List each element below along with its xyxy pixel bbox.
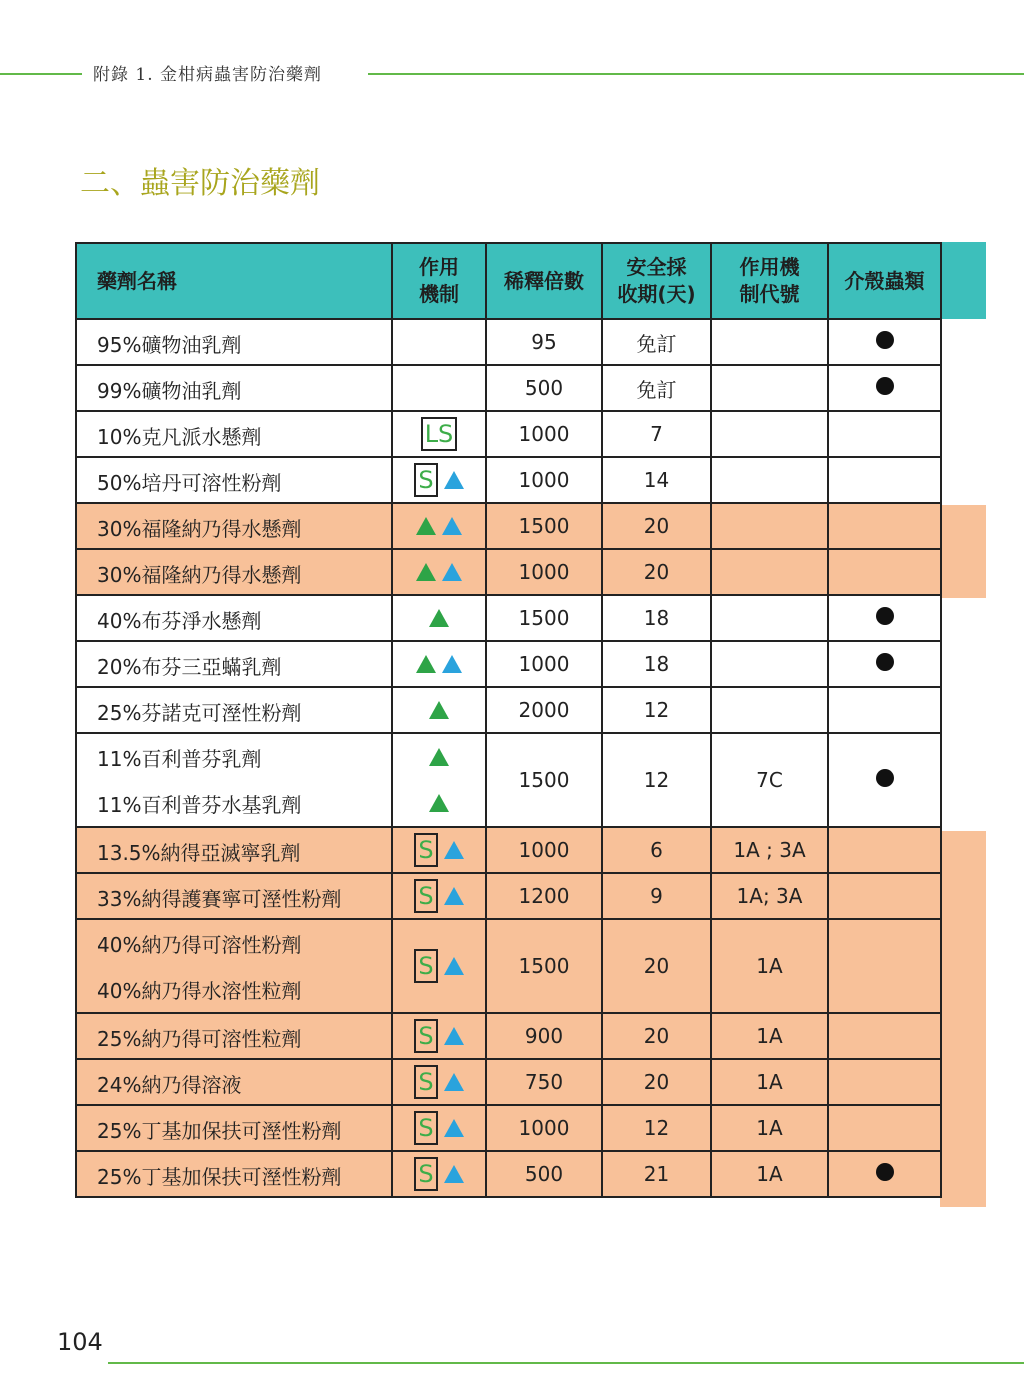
cell-moa-code <box>711 319 828 365</box>
cell-dilution: 750 <box>486 1059 602 1105</box>
pesticide-name: 33%納得護賽寧可溼性粉劑 <box>97 887 342 911</box>
effective-dot-icon <box>876 607 894 625</box>
col-header-scale-insects: 介殼蟲類 <box>828 243 941 319</box>
table-row <box>76 1105 941 1151</box>
pesticide-name: 10%克凡派水懸劑 <box>97 425 262 449</box>
cell-phi: 20 <box>602 503 711 549</box>
cell-dilution: 500 <box>486 1151 602 1197</box>
cell-moa-code: 1A <box>711 919 828 1013</box>
cell-mechanism <box>392 411 486 457</box>
mechanism-symbols <box>393 1065 485 1099</box>
cell-mechanism <box>392 503 486 549</box>
table-row <box>76 1151 941 1197</box>
cell-phi: 7 <box>602 411 711 457</box>
cell-mechanism <box>392 1013 486 1059</box>
mechanism-symbols <box>393 655 485 673</box>
mechanism-symbols <box>393 780 485 826</box>
table-header-row <box>76 243 941 319</box>
table-row <box>76 1013 941 1059</box>
mechanism-symbols <box>393 1111 485 1145</box>
cell-moa-code <box>711 549 828 595</box>
cell-mechanism <box>392 1105 486 1151</box>
blue-triangle-icon <box>444 1027 464 1045</box>
mechanism-symbols <box>393 701 485 719</box>
col-header-mechanism <box>392 243 486 319</box>
cell-mechanism <box>392 919 486 1013</box>
cell-dilution: 2000 <box>486 687 602 733</box>
col-header-phi-text: 安全採 收期(天) <box>617 255 696 306</box>
cell-scale-insects <box>828 1105 941 1151</box>
pesticide-name: 25%芬諾克可溼性粉劑 <box>97 701 302 725</box>
cell-dilution: 900 <box>486 1013 602 1059</box>
green-triangle-icon <box>416 517 436 535</box>
mechanism-badge: S <box>414 833 437 867</box>
cell-moa-code: 1A <box>711 1105 828 1151</box>
cell-mechanism <box>392 595 486 641</box>
cell-name <box>76 733 392 827</box>
cell-name <box>76 549 392 595</box>
green-triangle-icon <box>416 655 436 673</box>
pesticide-name: 40%納乃得可溶性粉劑 <box>97 933 302 957</box>
mechanism-badge: LS <box>421 417 458 451</box>
pesticide-name: 40%布芬淨水懸劑 <box>97 609 262 633</box>
table-row <box>76 1059 941 1105</box>
cell-name <box>76 411 392 457</box>
pesticide-name: 50%培丹可溶性粉劑 <box>97 471 282 495</box>
cell-mechanism <box>392 1059 486 1105</box>
page-number: 104 <box>57 1328 103 1356</box>
cell-name <box>76 365 392 411</box>
effective-dot-icon <box>876 653 894 671</box>
cell-dilution: 1000 <box>486 457 602 503</box>
cell-dilution: 1500 <box>486 919 602 1013</box>
cell-moa-code: 1A ; 3A <box>711 827 828 873</box>
table-row <box>76 641 941 687</box>
cell-moa-code <box>711 687 828 733</box>
cell-scale-insects <box>828 641 941 687</box>
effective-dot-icon <box>876 331 894 349</box>
cell-dilution: 1500 <box>486 595 602 641</box>
cell-mechanism <box>392 319 486 365</box>
cell-mechanism <box>392 1151 486 1197</box>
cell-phi: 18 <box>602 595 711 641</box>
cell-dilution: 1000 <box>486 549 602 595</box>
blue-triangle-icon <box>444 1073 464 1091</box>
col-header-phi <box>602 243 711 319</box>
cell-moa-code: 7C <box>711 733 828 827</box>
table-row <box>76 457 941 503</box>
cell-mechanism <box>392 365 486 411</box>
cell-moa-code <box>711 503 828 549</box>
mechanism-symbols <box>393 879 485 913</box>
effective-dot-icon <box>876 1163 894 1181</box>
mechanism-badge: S <box>414 879 437 913</box>
cell-mechanism <box>392 687 486 733</box>
mechanism-badge: S <box>414 1111 437 1145</box>
insecticide-table <box>75 242 942 1198</box>
cell-dilution: 1500 <box>486 503 602 549</box>
cell-name <box>76 319 392 365</box>
pesticide-name: 20%布芬三亞蟎乳劑 <box>97 655 282 679</box>
table-row <box>76 595 941 641</box>
table-row <box>76 919 941 1013</box>
cell-phi: 21 <box>602 1151 711 1197</box>
cell-phi: 18 <box>602 641 711 687</box>
cell-mechanism <box>392 457 486 503</box>
cell-mechanism <box>392 549 486 595</box>
table-row <box>76 503 941 549</box>
cell-mechanism <box>392 827 486 873</box>
cell-phi: 20 <box>602 1013 711 1059</box>
blue-triangle-icon <box>444 841 464 859</box>
side-strip-teal <box>940 242 986 319</box>
mechanism-badge: S <box>414 1157 437 1191</box>
cell-mechanism <box>392 873 486 919</box>
mechanism-symbols <box>393 417 485 451</box>
cell-name <box>76 641 392 687</box>
cell-moa-code <box>711 595 828 641</box>
cell-scale-insects <box>828 503 941 549</box>
header-rule-right <box>368 73 1024 75</box>
mechanism-symbols <box>393 949 485 983</box>
mechanism-symbols <box>393 517 485 535</box>
pesticide-name: 95%礦物油乳劑 <box>97 333 242 357</box>
cell-phi: 免訂 <box>602 319 711 365</box>
pesticide-name: 11%百利普芬乳劑 <box>97 747 262 771</box>
cell-moa-code <box>711 641 828 687</box>
cell-name <box>76 595 392 641</box>
cell-name <box>76 873 392 919</box>
running-header: 附錄 1. 金柑病蟲害防治藥劑 <box>93 65 323 85</box>
blue-triangle-icon <box>444 887 464 905</box>
side-strip-peach-2 <box>940 831 986 1207</box>
cell-phi: 20 <box>602 919 711 1013</box>
cell-mechanism <box>392 641 486 687</box>
cell-moa-code <box>711 365 828 411</box>
cell-mechanism <box>392 733 486 827</box>
cell-scale-insects <box>828 549 941 595</box>
cell-name <box>76 1059 392 1105</box>
cell-scale-insects <box>828 411 941 457</box>
green-triangle-icon <box>429 609 449 627</box>
cell-dilution: 95 <box>486 319 602 365</box>
cell-name <box>76 1013 392 1059</box>
col-header-mechanism-text: 作用 機制 <box>419 255 459 306</box>
cell-phi: 12 <box>602 687 711 733</box>
cell-scale-insects <box>828 319 941 365</box>
mechanism-symbols <box>393 463 485 497</box>
cell-scale-insects <box>828 1013 941 1059</box>
effective-dot-icon <box>876 769 894 787</box>
cell-phi: 9 <box>602 873 711 919</box>
cell-name <box>76 503 392 549</box>
cell-phi: 6 <box>602 827 711 873</box>
cell-moa-code <box>711 457 828 503</box>
mechanism-symbols <box>393 833 485 867</box>
col-header-dilution: 稀釋倍數 <box>486 243 602 319</box>
section-title: 二、蟲害防治藥劑 <box>80 166 320 201</box>
cell-scale-insects <box>828 827 941 873</box>
green-triangle-icon <box>429 794 449 812</box>
side-strip-peach-1 <box>940 505 986 598</box>
cell-name <box>76 827 392 873</box>
cell-scale-insects <box>828 919 941 1013</box>
mechanism-symbols <box>393 609 485 627</box>
cell-dilution: 1500 <box>486 733 602 827</box>
col-header-moa-code-text: 作用機 制代號 <box>739 255 800 306</box>
table-row <box>76 873 941 919</box>
cell-scale-insects <box>828 687 941 733</box>
table-body <box>76 319 941 1197</box>
table-row <box>76 365 941 411</box>
cell-moa-code: 1A <box>711 1013 828 1059</box>
cell-name <box>76 457 392 503</box>
cell-phi: 20 <box>602 1059 711 1105</box>
cell-dilution: 1000 <box>486 1105 602 1151</box>
table-row <box>76 549 941 595</box>
mechanism-badge: S <box>414 1065 437 1099</box>
cell-name <box>76 919 392 1013</box>
green-triangle-icon <box>416 563 436 581</box>
pesticide-name: 25%納乃得可溶性粒劑 <box>97 1027 302 1051</box>
cell-phi: 免訂 <box>602 365 711 411</box>
cell-name <box>76 1105 392 1151</box>
pesticide-name: 30%福隆納乃得水懸劑 <box>97 563 302 587</box>
effective-dot-icon <box>876 377 894 395</box>
mechanism-symbols <box>393 563 485 581</box>
cell-scale-insects <box>828 1151 941 1197</box>
pesticide-name: 99%礦物油乳劑 <box>97 379 242 403</box>
mechanism-symbols <box>393 734 485 780</box>
pesticide-name: 25%丁基加保扶可溼性粉劑 <box>97 1119 342 1143</box>
cell-scale-insects <box>828 733 941 827</box>
cell-dilution: 1000 <box>486 827 602 873</box>
cell-phi: 12 <box>602 733 711 827</box>
table-row <box>76 687 941 733</box>
cell-moa-code: 1A; 3A <box>711 873 828 919</box>
cell-dilution: 1200 <box>486 873 602 919</box>
cell-scale-insects <box>828 595 941 641</box>
blue-triangle-icon <box>444 1119 464 1137</box>
cell-dilution: 500 <box>486 365 602 411</box>
mechanism-symbols <box>393 1157 485 1191</box>
col-header-name: 藥劑名稱 <box>76 243 392 319</box>
table-row <box>76 319 941 365</box>
green-triangle-icon <box>429 701 449 719</box>
cell-moa-code: 1A <box>711 1151 828 1197</box>
pesticide-name: 13.5%納得亞滅寧乳劑 <box>97 841 301 865</box>
cell-moa-code <box>711 411 828 457</box>
table-row <box>76 733 941 827</box>
cell-scale-insects <box>828 873 941 919</box>
mechanism-badge: S <box>414 1019 437 1053</box>
cell-moa-code: 1A <box>711 1059 828 1105</box>
mechanism-badge: S <box>414 949 437 983</box>
header-rule-left <box>0 73 82 75</box>
col-header-moa-code <box>711 243 828 319</box>
cell-scale-insects <box>828 457 941 503</box>
cell-name <box>76 1151 392 1197</box>
cell-phi: 20 <box>602 549 711 595</box>
pesticide-name: 30%福隆納乃得水懸劑 <box>97 517 302 541</box>
blue-triangle-icon <box>442 563 462 581</box>
cell-phi: 12 <box>602 1105 711 1151</box>
mechanism-badge: S <box>414 463 437 497</box>
mechanism-symbols <box>393 1019 485 1053</box>
cell-dilution: 1000 <box>486 641 602 687</box>
cell-dilution: 1000 <box>486 411 602 457</box>
green-triangle-icon <box>429 748 449 766</box>
blue-triangle-icon <box>444 471 464 489</box>
footer-rule <box>108 1362 1024 1364</box>
pesticide-name: 24%納乃得溶液 <box>97 1073 242 1097</box>
cell-phi: 14 <box>602 457 711 503</box>
table-row <box>76 827 941 873</box>
cell-name <box>76 687 392 733</box>
pesticide-name: 40%納乃得水溶性粒劑 <box>97 979 302 1003</box>
blue-triangle-icon <box>444 1165 464 1183</box>
cell-scale-insects <box>828 1059 941 1105</box>
blue-triangle-icon <box>442 655 462 673</box>
pesticide-name: 25%丁基加保扶可溼性粉劑 <box>97 1165 342 1189</box>
blue-triangle-icon <box>444 957 464 975</box>
table-row <box>76 411 941 457</box>
pesticide-name: 11%百利普芬水基乳劑 <box>97 793 302 817</box>
blue-triangle-icon <box>442 517 462 535</box>
cell-scale-insects <box>828 365 941 411</box>
